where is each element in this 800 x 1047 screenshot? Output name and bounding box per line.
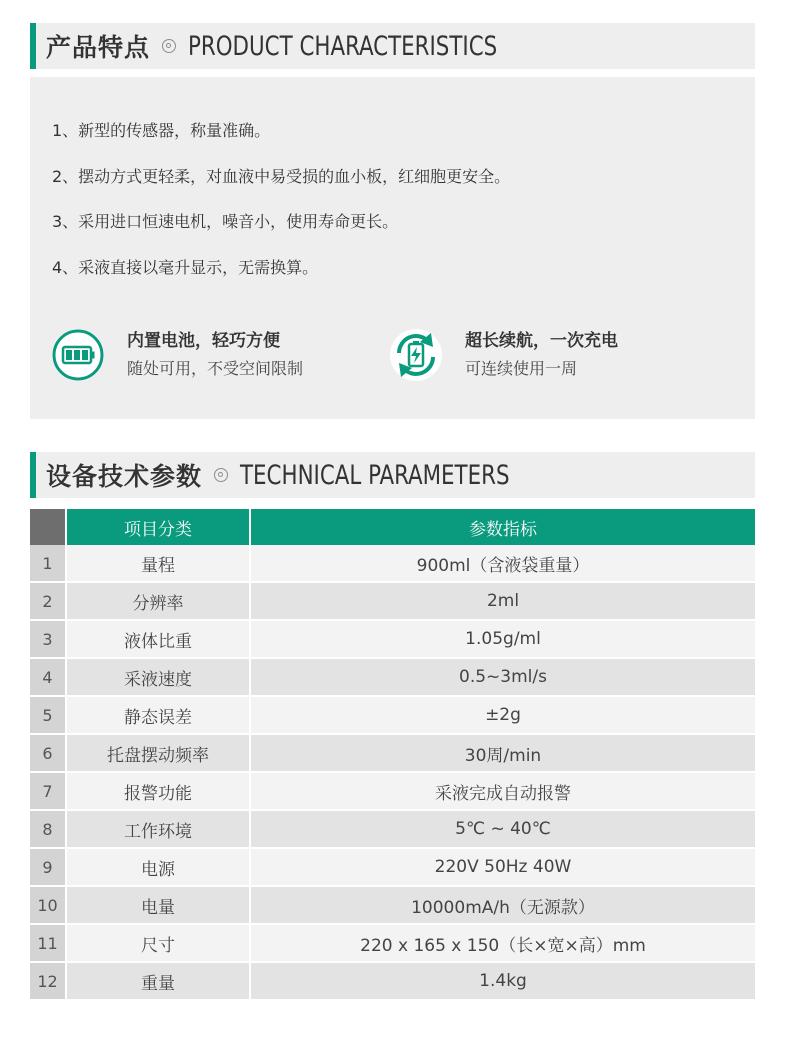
bullseye-separator-icon [214, 468, 228, 482]
row-category: 静态误差 [66, 696, 250, 734]
row-value: ±2g [250, 696, 755, 734]
table-row [30, 582, 755, 620]
row-index: 1 [30, 545, 66, 582]
row-value: 10000mA/h（无源款） [250, 886, 755, 924]
row-index: 6 [30, 734, 66, 772]
row-value: 1.4kg [250, 962, 755, 1000]
row-category: 重量 [66, 962, 250, 1000]
row-category: 报警功能 [66, 772, 250, 810]
row-value: 采液完成自动报警 [250, 772, 755, 810]
section-title-cn: 产品特点 [46, 33, 151, 62]
table-header-row [30, 509, 755, 545]
table-row [30, 545, 755, 582]
table-row [30, 962, 755, 1000]
badge-title: 超长续航，一次充电 [465, 331, 618, 351]
row-index: 4 [30, 658, 66, 696]
bullseye-separator-icon [162, 39, 176, 53]
row-index: 11 [30, 924, 66, 962]
table-row [30, 848, 755, 886]
battery-feature-badge [52, 327, 303, 383]
feature-item: 4、采液直接以毫升显示，无需换算。 [52, 257, 319, 277]
row-index: 7 [30, 772, 66, 810]
row-value: 220 x 165 x 150（长×宽×高）mm [250, 924, 755, 962]
row-index: 10 [30, 886, 66, 924]
index-column-header [30, 509, 66, 545]
feature-item: 3、采用进口恒速电机，噪音小，使用寿命更长。 [52, 212, 399, 231]
feature-item: 1、新型的传感器，称量准确。 [52, 121, 271, 140]
section-header-characteristics [30, 23, 755, 69]
row-category: 尺寸 [66, 924, 250, 962]
row-index: 12 [30, 962, 66, 1000]
row-value: 5℃ ~ 40℃ [250, 810, 755, 848]
table-row [30, 924, 755, 962]
row-value: 2ml [250, 582, 755, 620]
row-value: 1.05g/ml [250, 620, 755, 658]
category-column-header: 项目分类 [66, 509, 250, 545]
row-index: 3 [30, 620, 66, 658]
row-index: 5 [30, 696, 66, 734]
row-value: 0.5~3ml/s [250, 658, 755, 696]
recharge-cycle-icon [390, 329, 442, 381]
table-row [30, 696, 755, 734]
value-column-header: 参数指标 [250, 509, 755, 545]
badge-subtitle: 随处可用，不受空间限制 [127, 359, 304, 378]
feature-item: 2、摆动方式更轻柔，对血液中易受损的血小板，红细胞更安全。 [52, 166, 511, 186]
section-title-cn: 设备技术参数 [46, 462, 203, 491]
accent-bar [30, 23, 36, 69]
row-category: 电量 [66, 886, 250, 924]
characteristics-panel [30, 77, 755, 419]
table-row [30, 772, 755, 810]
row-value: 220V 50Hz 40W [250, 848, 755, 886]
table-row [30, 810, 755, 848]
table-row [30, 658, 755, 696]
row-category: 液体比重 [66, 620, 250, 658]
endurance-feature-badge [390, 327, 618, 383]
section-header-parameters [30, 452, 755, 498]
row-index: 9 [30, 848, 66, 886]
section-title-en: TECHNICAL PARAMETERS [240, 459, 510, 491]
accent-bar [30, 452, 36, 498]
parameters-table [30, 509, 755, 1001]
row-value: 900ml（含液袋重量） [250, 545, 755, 582]
section-title-en: PRODUCT CHARACTERISTICS [188, 30, 498, 62]
table-row [30, 620, 755, 658]
table-row [30, 886, 755, 924]
battery-icon [52, 329, 104, 381]
row-category: 分辨率 [66, 582, 250, 620]
row-category: 电源 [66, 848, 250, 886]
row-index: 8 [30, 810, 66, 848]
row-category: 量程 [66, 545, 250, 582]
row-index: 2 [30, 582, 66, 620]
badge-title: 内置电池，轻巧方便 [127, 331, 280, 351]
row-category: 工作环境 [66, 810, 250, 848]
row-category: 采液速度 [66, 658, 250, 696]
feature-list [52, 119, 510, 301]
row-category: 托盘摆动频率 [66, 734, 250, 772]
badge-subtitle: 可连续使用一周 [465, 359, 578, 378]
table-row [30, 734, 755, 772]
row-value: 30周/min [250, 734, 755, 772]
